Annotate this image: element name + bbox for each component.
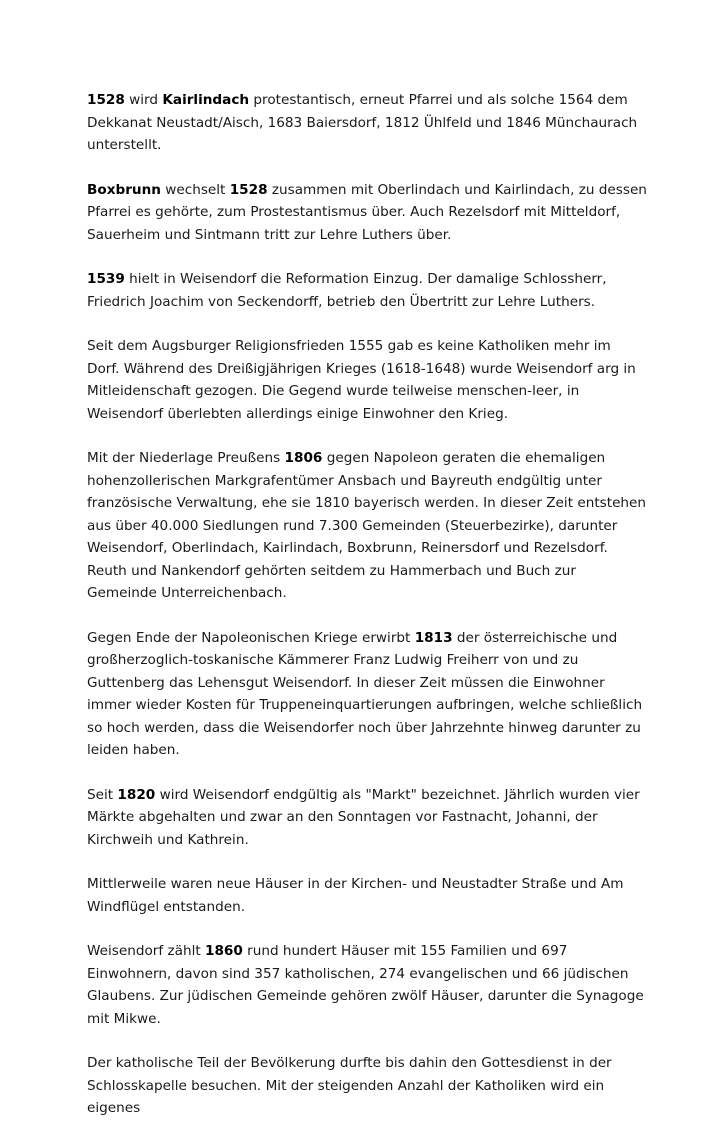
text-run: Seit (87, 786, 118, 803)
paragraph-augsburg (87, 335, 647, 425)
year-label: 1860 (205, 943, 243, 959)
paragraph-1860 (87, 940, 647, 1030)
year-label: 1528 (87, 92, 125, 108)
paragraph-boxbrunn (87, 179, 647, 247)
year-label: 1813 (414, 629, 453, 646)
paragraph-1539 (87, 268, 647, 313)
text-run: Gegen Ende der Napoleonischen Kriege erwirbt (87, 629, 415, 646)
paragraph-new-houses (87, 873, 647, 918)
year-label: 1539 (87, 271, 125, 287)
text-run: Der katholische Teil der Bevölkerung durfte bis dahin den Gottesdienst in der Schlosskapelle besuchen. Mit der steigenden Anzahl der Katholiken wird ein eigenes (87, 1055, 612, 1116)
paragraph-catholic (87, 1052, 647, 1120)
text-run: Mittlerweile waren neue Häuser in der Kirchen- und Neustadter Straße und Am Windflügel entstanden. (87, 876, 624, 915)
paragraph-1820 (87, 784, 647, 852)
paragraph-1813 (87, 627, 647, 762)
text-run: Seit dem Augsburger Religionsfrieden 1555 gab es keine Katholiken mehr im Dorf. Während des Dreißigjährigen Krieges (1618-1648) wurde Weisendorf arg in Mitleidenschaft gezogen. Die Gegend wurde teilweise menschen-leer, in Weisendorf überlebten allerdings einige Einwohner den Krieg. (87, 338, 636, 422)
text-run: wechselt (160, 181, 230, 198)
year-label: 1806 (284, 450, 323, 466)
year-label: 1528 (229, 181, 268, 198)
paragraph-1806 (87, 447, 647, 605)
text-run: rund hundert Häuser mit 155 Familien und 697 Einwohnern, davon sind 357 katholischen, 274 evangelischen und 66 jüdischen Glaubens. Zur jüdischen Gemeinde gehören zwölf Häuser, darunter die Synagoge mit Mikwe. (87, 943, 644, 1027)
place-name: Kairlindach (162, 92, 250, 108)
text-run: der österreichische und großherzoglich-toskanische Kämmerer Franz Ludwig Freiherr von und zu Guttenberg das Lehensgut Weisendorf. In dieser Zeit müssen die Einwohner immer wieder Kosten für Truppeneinquartierungen aufbringen, welche schließlich so hoch werden, dass die Weisendorfer noch über Jahrzehnte hinweg darunter zu leiden haben. (87, 629, 643, 758)
text-run: wird (124, 92, 163, 108)
paragraph-1528-kairlindach (87, 89, 647, 157)
text-run: zusammen mit Oberlindach und Kairlindach, zu dessen Pfarrei es gehörte, zum Prostestantismus über. Auch Rezelsdorf mit Mitteldorf, Sauerheim und Sintmann tritt zur Lehre Luthers über. (87, 181, 647, 243)
text-run: Mit der Niederlage Preußens (87, 450, 285, 466)
text-run: wird Weisendorf endgültig als "Markt" bezeichnet. Jährlich wurden vier Märkte abgehalten und zwar an den Sonntagen vor Fastnacht, Johanni, der Kirchweih und Kathrein. (87, 786, 640, 848)
text-run: Weisendorf zählt (87, 943, 205, 959)
document-body (87, 89, 647, 1142)
text-run: hielt in Weisendorf die Reformation Einzug. Der damalige Schlossherr, Friedrich Joachim von Seckendorff, betrieb den Übertritt zur Lehre Luthers. (87, 271, 607, 310)
text-run: gegen Napoleon geraten die ehemaligen hohenzollerischen Markgrafentümer Ansbach und Bayreuth endgültig unter französische Verwaltung, ehe sie 1810 bayerisch werden. In dieser Zeit entstehen aus über 40.000 Siedlungen rund 7.300 Gemeinden (Steuerbezirke), darunter Weisendorf, Oberlindach, Kairlindach, Boxbrunn, Reinersdorf und Rezelsdorf. Reuth und Nankendorf gehörten seitdem zu Hammerbach und Buch zur Gemeinde Unterreichenbach. (87, 450, 647, 601)
text-run: protestantisch, erneut Pfarrei und als solche 1564 dem Dekkanat Neustadt/Aisch, 1683 Baiersdorf, 1812 Ühlfeld und 1846 Münchaurach unterstellt. (87, 92, 638, 153)
year-label: 1820 (117, 786, 156, 803)
place-name: Boxbrunn (87, 181, 161, 198)
